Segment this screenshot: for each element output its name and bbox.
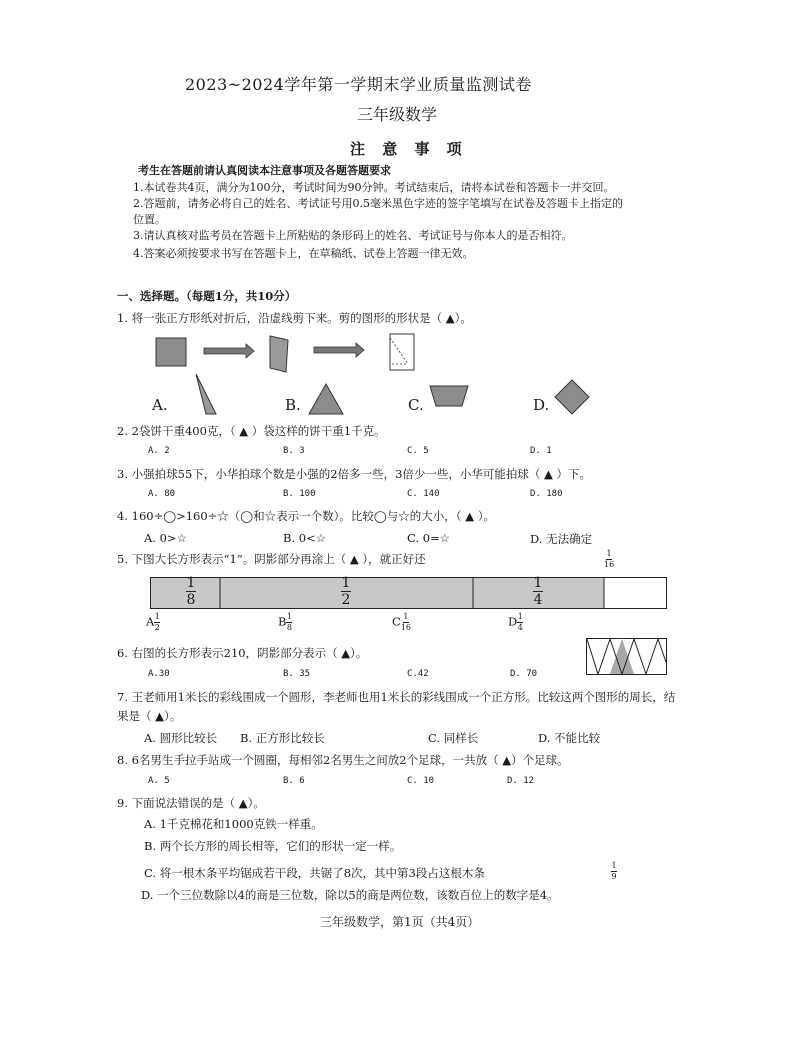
- question-3: 3. 小强拍球55下，小华拍球个数是小强的2倍多一些，3倍少一些，小华可能拍球（ ▲ ）下。: [117, 467, 592, 481]
- q7-option-b[interactable]: B. 正方形比较长: [240, 731, 325, 745]
- question-4: 4. 160÷◯>160÷☆（◯和☆表示一个数）。比较◯与☆的大小，（ ▲ ）。: [117, 509, 495, 523]
- q4-option-b[interactable]: B. 0<☆: [283, 531, 327, 545]
- q6-rectangle-figure: [586, 638, 668, 676]
- q9-option-b[interactable]: B. 两个长方形的周长相等，它们的形状一定一样。: [144, 839, 402, 853]
- exam-subtitle: 三年级数学: [357, 105, 438, 124]
- notice-item-3: 3.请认真核对监考员在答题卡上所粘贴的条形码上的姓名、考试证号与你本人的是否相符。: [133, 229, 573, 242]
- question-1: 1. 将一张正方形纸对折后，沿虚线剪下来。剪的图形的形状是（ ▲）。: [117, 311, 472, 325]
- question-8: 8. 6名男生手拉手站成一个圆圈，每相邻2名男生之间放2个足球，一共放（ ▲）个足球。: [117, 753, 569, 767]
- q4-option-a[interactable]: A. 0>☆: [144, 531, 187, 545]
- question-7-line-1: 7. 王老师用1米长的彩线围成一个圆形，李老师也用1米长的彩线围成一个正方形。比较这两个图形的周长，结: [117, 690, 676, 704]
- q5-bar-figure: [150, 577, 668, 611]
- q5-bar-fraction-1: $\frac{1}{8}$: [186, 575, 196, 608]
- q6-option-c[interactable]: C.42: [407, 669, 429, 679]
- q5-option-a[interactable]: A $\frac{1}{2}$: [146, 612, 160, 632]
- question-6: 6. 右图的长方形表示210，阴影部分表示（ ▲）。: [117, 646, 368, 660]
- notice-intro: 考生在答题前请认真阅读本注意事项及各题答题要求: [138, 164, 391, 177]
- q4-option-d[interactable]: D. 无法确定: [530, 532, 593, 546]
- notice-item-1: 1.本试卷共4页，满分为100分，考试时间为90分钟。考试结束后，请将本试卷和答题卡一并交回。: [133, 181, 615, 194]
- q3-option-a[interactable]: A. 80: [148, 489, 176, 499]
- q7-option-c[interactable]: C. 同样长: [428, 731, 479, 745]
- q9-option-d[interactable]: D. 一个三位数除以4的商是三位数，除以5的商是两位数，该数百位上的数字是4。: [141, 888, 559, 902]
- q5-option-c[interactable]: C $\frac{1}{16}$: [392, 612, 411, 632]
- q5-bar-fraction-3: $\frac{1}{4}$: [533, 575, 543, 608]
- q1-option-c[interactable]: C.: [408, 396, 424, 414]
- q5-corner-fraction: $\frac{1}{16}$: [604, 549, 615, 569]
- q6-option-b[interactable]: B. 35: [283, 669, 311, 679]
- q8-option-d[interactable]: D. 12: [507, 776, 535, 786]
- q2-option-a[interactable]: A. 2: [148, 446, 170, 456]
- q1-option-b[interactable]: B.: [285, 396, 301, 414]
- q5-bar-fraction-2: $\frac{1}{2}$: [341, 575, 351, 608]
- q8-option-b[interactable]: B. 6: [283, 776, 305, 786]
- q8-option-a[interactable]: A. 5: [148, 776, 170, 786]
- q3-option-b[interactable]: B. 100: [283, 489, 316, 499]
- notice-item-2-cont: 位置。: [133, 213, 166, 226]
- exam-title: 2023~2024学年第一学期末学业质量监测试卷: [185, 75, 532, 94]
- q6-option-d[interactable]: D. 70: [510, 669, 538, 679]
- q9-option-a[interactable]: A. 1千克棉花和1000克铁一样重。: [144, 817, 323, 831]
- q9-option-c-fraction: $\frac{1}{9}$: [611, 861, 617, 881]
- q2-option-c[interactable]: C. 5: [407, 446, 429, 456]
- question-7-line-2: 果是（ ▲）。: [117, 709, 182, 723]
- q1-option-a[interactable]: A.: [152, 396, 168, 414]
- page-footer: 三年级数学，第1页（共4页）: [320, 915, 480, 929]
- q4-option-c[interactable]: C. 0=☆: [407, 531, 450, 545]
- q2-option-b[interactable]: B. 3: [283, 446, 305, 456]
- q3-option-c[interactable]: C. 140: [407, 489, 440, 499]
- q3-option-d[interactable]: D. 180: [530, 489, 563, 499]
- q1-figure: [150, 330, 590, 420]
- q5-option-b[interactable]: B $\frac{1}{8}$: [278, 612, 292, 632]
- q6-option-a[interactable]: A.30: [148, 669, 170, 679]
- q9-option-c[interactable]: C. 将一根木条平均锯成若干段，共锯了8次，其中第3段占这根木条: [144, 866, 485, 880]
- q5-option-d[interactable]: D $\frac{1}{4}$: [508, 612, 523, 632]
- q7-option-a[interactable]: A. 圆形比较长: [144, 731, 218, 745]
- notice-item-2: 2.答题前，请务必将自己的姓名、考试证号用0.5毫米黑色字迹的签字笔填写在试卷及答题卡上指定的: [133, 197, 623, 210]
- question-9: 9. 下面说法错误的是（ ▲）。: [117, 796, 265, 810]
- q8-option-c[interactable]: C. 10: [407, 776, 435, 786]
- notice-heading: 注 意 事 项: [350, 140, 468, 158]
- q1-option-d[interactable]: D.: [533, 396, 550, 414]
- question-2: 2. 2袋饼干重400克，（ ▲ ）袋这样的饼干重1千克。: [117, 424, 386, 438]
- notice-item-4: 4.答案必须按要求书写在答题卡上，在草稿纸、试卷上答题一律无效。: [133, 247, 474, 260]
- q2-option-d[interactable]: D. 1: [530, 446, 552, 456]
- section-heading: 一、选择题。（每题1分，共10分）: [117, 289, 297, 303]
- question-5: 5. 下图大长方形表示“1”。阴影部分再涂上（ ▲ ），就正好还: [117, 552, 426, 566]
- q7-option-d[interactable]: D. 不能比较: [538, 731, 601, 745]
